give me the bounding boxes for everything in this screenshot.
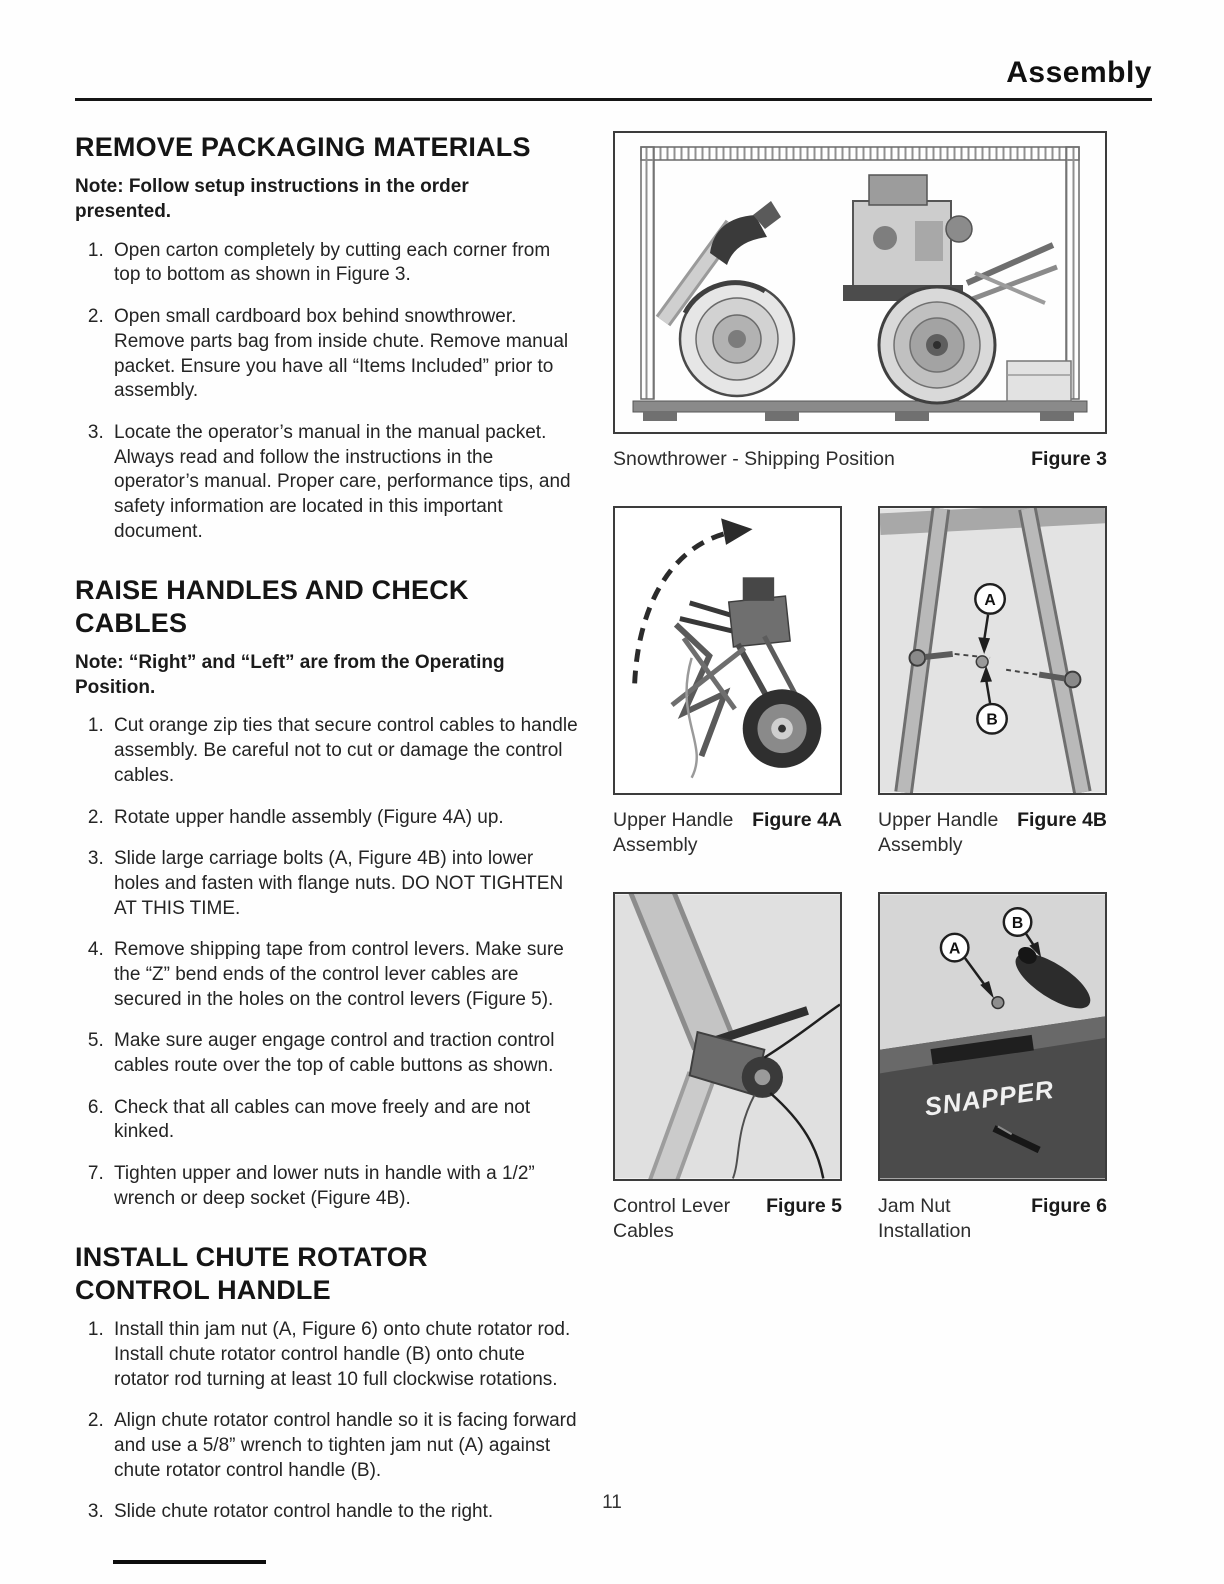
figure-4b-caption-line2: Assembly	[878, 833, 963, 856]
figure-6-label: Figure 6	[1031, 1194, 1107, 1217]
note-remove-packaging: Note: Follow setup instructions in the order presented.	[75, 176, 469, 223]
instruction-step: 2. Open small cardboard box behind snowthrower. Remove parts bag from inside chute. Remove manual packet. Ensure you have all “Items Included” prior to assembly.	[109, 305, 581, 404]
jam-nut-installation-illustration	[880, 894, 1105, 1179]
figure-5-image	[613, 892, 842, 1181]
instruction-step: 6. Check that all cables can move freely and are not kinked.	[109, 1096, 581, 1145]
figure-3-caption	[613, 447, 1107, 472]
figure-3-caption-text: Snowthrower - Shipping Position	[613, 448, 895, 470]
figure-4b-caption	[878, 808, 1107, 858]
figure-6-caption	[878, 1194, 1107, 1244]
text-column	[75, 131, 581, 1542]
figure-4b-caption-line1: Upper Handle	[878, 808, 999, 831]
figure-3-image	[613, 131, 1107, 434]
section-heading-remove-packaging: REMOVE PACKAGING MATERIALS	[75, 132, 531, 162]
instruction-step: 1. Cut orange zip ties that secure control cables to handle assembly. Be careful not to cut or damage the control cables.	[109, 714, 581, 788]
steps-remove-packaging	[75, 239, 581, 545]
figure-6-image	[878, 892, 1107, 1181]
figure-4a-image	[613, 506, 842, 795]
snowthrower-shipping-illustration	[615, 133, 1105, 432]
instruction-step: 7. Tighten upper and lower nuts in handle with a 1/2” wrench or deep socket (Figure 4B).	[109, 1162, 581, 1211]
instruction-step: 3. Slide large carriage bolts (A, Figure 4B) into lower holes and fasten with flange nuts. DO NOT TIGHTEN AT THIS TIME.	[109, 847, 581, 921]
figure-6-caption-line2: Installation	[878, 1219, 972, 1242]
callout-a-letter: A	[984, 591, 996, 609]
instruction-step: 1. Open carton completely by cutting each corner from top to bottom as shown in Figure 3.	[109, 239, 581, 288]
figure-5-label: Figure 5	[766, 1194, 842, 1217]
figure-4a-caption-line2: Assembly	[613, 833, 698, 856]
control-lever-cables-illustration	[615, 894, 840, 1179]
instruction-step: 2. Rotate upper handle assembly (Figure 4A) up.	[109, 806, 581, 831]
instruction-step: 3. Slide chute rotator control handle to the right.	[109, 1500, 581, 1525]
figure-6-caption-line1: Jam Nut	[878, 1194, 951, 1217]
figure-5-caption-line1: Control Lever	[613, 1194, 731, 1217]
figure-4b-image	[878, 506, 1107, 795]
instruction-step: 3. Locate the operator’s manual in the manual packet. Always read and follow the instructions in the operator’s manual. Proper care, performance tips, and safety information are located in this important document.	[109, 421, 581, 544]
figure-4a-label: Figure 4A	[752, 808, 842, 831]
note-raise-handles: Note: “Right” and “Left” are from the Operating Position.	[75, 652, 505, 698]
instruction-step: 4. Remove shipping tape from control levers. Make sure the “Z” bend ends of the control lever cables are secured in the holes on the control levers (Figure 5).	[109, 938, 581, 1012]
instruction-step: 2. Align chute rotator control handle so it is facing forward and use a 5/8” wrench to tighten jam nut (A) against chute rotator control handle (B).	[109, 1409, 581, 1483]
footer-mark-line	[113, 1560, 266, 1564]
page-header-title: Assembly	[1006, 56, 1152, 89]
instruction-step: 1. Install thin jam nut (A, Figure 6) onto chute rotator rod. Install chute rotator control handle (B) onto chute rotator rod turning at least 10 full clockwise rotations.	[109, 1318, 581, 1392]
brand-logo-text: SNAPPER	[923, 1075, 1056, 1122]
figure-3-label: Figure 3	[1031, 448, 1107, 470]
steps-raise-handles	[75, 714, 581, 1211]
figure-4a-caption	[613, 808, 842, 858]
callout-b-letter: B	[986, 711, 998, 729]
page-number: 11	[602, 1492, 622, 1513]
figure-4b-label: Figure 4B	[1017, 808, 1107, 831]
handle-rotation-illustration	[615, 508, 840, 793]
figure-column	[613, 131, 1107, 1542]
page-content	[75, 131, 1152, 1542]
figure-4a-caption-line1: Upper Handle	[613, 808, 734, 831]
callout-a-letter: A	[948, 940, 961, 958]
carriage-bolt-illustration	[880, 508, 1105, 793]
figure-5-caption	[613, 1194, 842, 1244]
section-heading-install-chute: INSTALL CHUTE ROTATOR CONTROL HANDLE	[75, 1242, 428, 1305]
figure-5-caption-line2: Cables	[613, 1219, 674, 1242]
header-rule	[75, 98, 1152, 101]
section-heading-raise-handles: RAISE HANDLES AND CHECK CABLES	[75, 575, 469, 638]
callout-b-letter: B	[1011, 914, 1024, 932]
figure-row-4	[613, 506, 1107, 858]
instruction-step: 5. Make sure auger engage control and traction control cables route over the top of cable buttons as shown.	[109, 1029, 581, 1078]
page-header	[75, 56, 1152, 94]
figure-row-5	[613, 892, 1107, 1244]
